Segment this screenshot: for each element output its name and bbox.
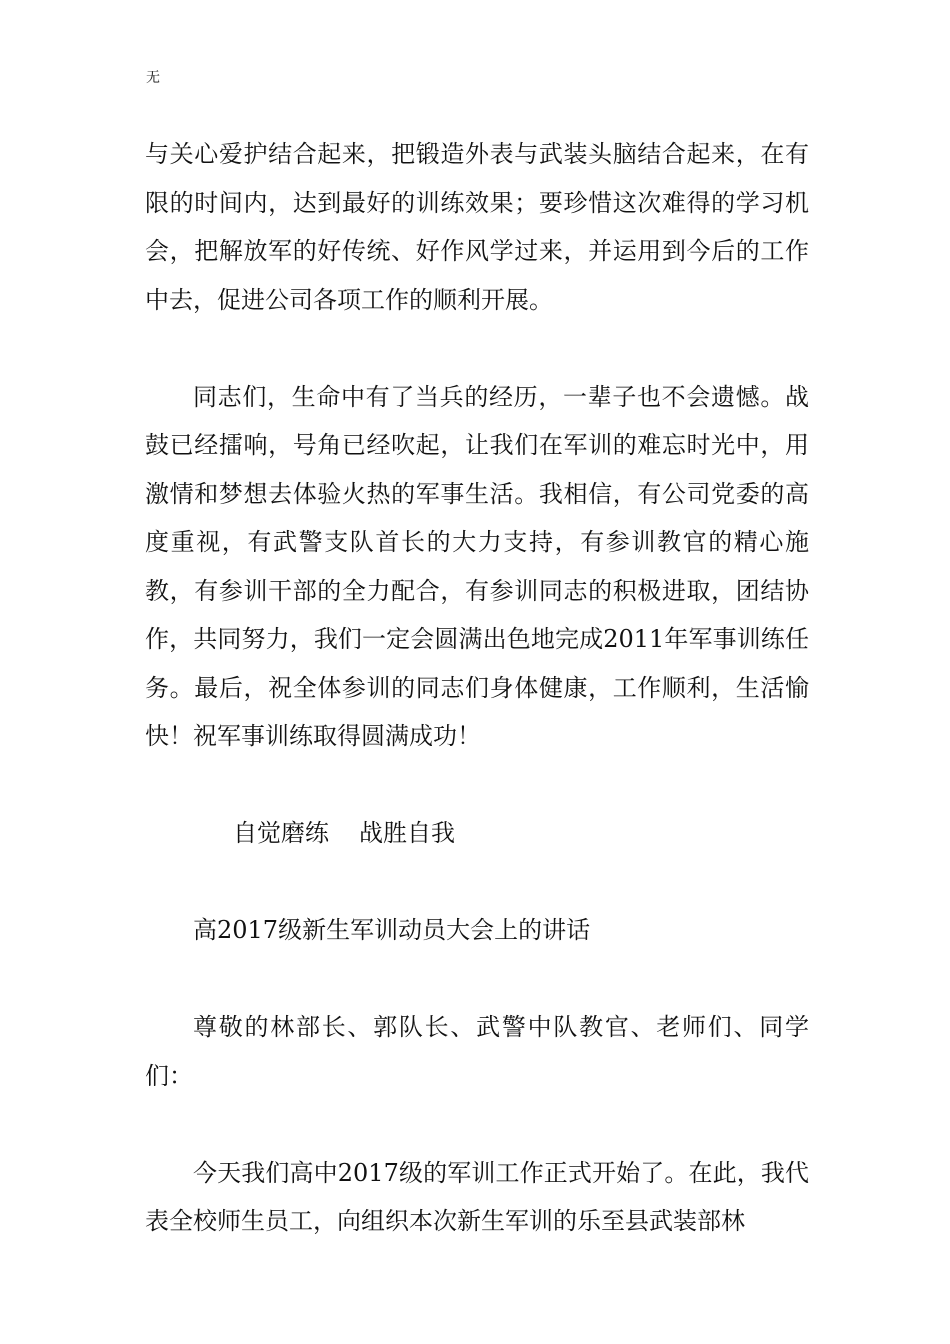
paragraph-continuation: 与关心爱护结合起来，把锻造外表与武装头脑结合起来，在有限的时间内，达到最好的训练效果；要珍惜这次难得的学习机会，把解放军的好传统、好作风学过来，并运用到今后的工作中去，促进公司各项工作的顺利开展。 [145,140,809,314]
paragraph-gap [145,955,809,1004]
paragraph-gap [145,1100,809,1149]
document-body [145,130,809,1246]
page-header: 无 [146,70,160,86]
paragraph-opening: 今天我们高中2017级的军训工作正式开始了。在此，我代表全校师生员工，向组织本次新生军训的乐至县武装部林 [145,1158,809,1235]
paragraph-gap [145,324,809,373]
paragraph-gap [145,858,809,907]
speech-title-right: 战胜自我 [359,819,455,847]
speech-title-left: 自觉磨练 [233,819,329,847]
speech-greeting: 尊敬的林部长、郭队长、武警中队教官、老师们、同学们： [145,1013,809,1090]
speech-subtitle: 高2017级新生军训动员大会上的讲话 [193,916,591,944]
speech-title [145,809,809,858]
paragraph-closing-remarks: 同志们，生命中有了当兵的经历，一辈子也不会遗憾。战鼓已经擂响，号角已经吹起，让我们在军训的难忘时光中，用激情和梦想去体验火热的军事生活。我相信，有公司党委的高度重视，有武警支队首长的大力支持，有参训教官的精心施教，有参训干部的全力配合，有参训同志的积极进取，团结协作，共同努力，我们一定会圆满出色地完成2011年军事训练任务。最后，祝全体参训的同志们身体健康，工作顺利，生活愉快！祝军事训练取得圆满成功！ [145,382,809,750]
paragraph-gap [145,761,809,810]
